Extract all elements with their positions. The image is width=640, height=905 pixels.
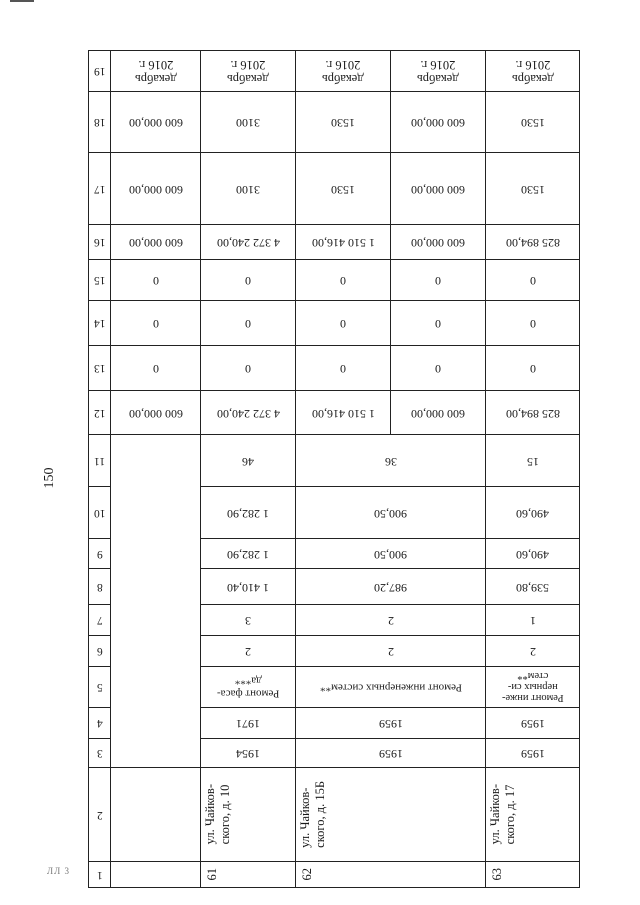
row-61-col-9: 1 282,90 (200, 538, 296, 569)
row-63-col-4: 1959 (485, 707, 580, 739)
row-62b-col-19: декабрь 2016 г. (390, 50, 486, 92)
row-62b-col-16: 600 000,00 (390, 224, 486, 260)
row-62a-col-17: 1530 (295, 152, 391, 225)
row-63-col-10: 490,60 (485, 486, 580, 539)
row-62a-col-18: 1530 (295, 91, 391, 153)
row-63-col-12: 825 894,00 (485, 390, 580, 435)
prev-row-col-13: 0 (110, 345, 201, 391)
row-61-address: ул. Чайков- ского, д. 10 (200, 767, 296, 862)
row-62-col-10: 900,50 (295, 486, 486, 539)
prev-row-col-16: 600 000,00 (110, 224, 201, 260)
prev-row-col-14: 0 (110, 300, 201, 346)
header-col-13: 13 (88, 345, 111, 391)
prev-row-col-12: 600 000,00 (110, 390, 201, 435)
row-63-col-19: декабрь 2016 г. (485, 50, 580, 92)
row-62-col-4: 1959 (295, 707, 486, 739)
row-62-col-3: 1959 (295, 738, 486, 768)
row-63-col-9: 490,60 (485, 538, 580, 569)
row-61-col-8: 1 410,40 (200, 568, 296, 605)
prev-row-col-18: 600 000,00 (110, 91, 201, 153)
prev-row-col-19: декабрь 2016 г. (110, 50, 201, 92)
header-col-11: 11 (88, 434, 111, 487)
prev-row-col-1 (110, 861, 201, 888)
header-col-8: 8 (88, 568, 111, 605)
row-62a-col-16: 1 510 416,00 (295, 224, 391, 260)
header-col-4: 4 (88, 707, 111, 739)
row-63-number: 63 (485, 861, 580, 888)
row-62-address: ул. Чайков- ского, д. 15Б (295, 767, 486, 862)
header-col-10: 10 (88, 486, 111, 539)
row-63-col-8: 539,80 (485, 568, 580, 605)
prev-row-col-15: 0 (110, 259, 201, 301)
row-62b-col-17: 600 000,00 (390, 152, 486, 225)
row-62-col-5-work-type: Ремонт инженерных систем** (295, 666, 486, 708)
row-61-col-10: 1 282,90 (200, 486, 296, 539)
row-61-col-16: 4 372 240,00 (200, 224, 296, 260)
row-61-col-15: 0 (200, 259, 296, 301)
row-62b-col-12: 600 000,00 (390, 390, 486, 435)
row-61-col-5-work-type: Ремонт фаса- да*** (200, 666, 296, 708)
row-61-col-6: 2 (200, 635, 296, 667)
page-number: 150 (42, 467, 57, 489)
header-col-16: 16 (88, 224, 111, 260)
row-62-col-7: 2 (295, 604, 486, 636)
header-col-5: 5 (88, 666, 111, 708)
row-62a-col-13: 0 (295, 345, 391, 391)
row-63-col-6: 2 (485, 635, 580, 667)
row-63-col-14: 0 (485, 300, 580, 346)
row-61-col-11: 46 (200, 434, 296, 487)
row-62a-col-14: 0 (295, 300, 391, 346)
row-62b-col-14: 0 (390, 300, 486, 346)
row-61-col-4: 1971 (200, 707, 296, 739)
prev-row-empty-block (110, 434, 201, 768)
header-col-17: 17 (88, 152, 111, 225)
row-62-col-8: 987,20 (295, 568, 486, 605)
header-col-2: 2 (88, 767, 111, 862)
row-63-col-11: 15 (485, 434, 580, 487)
header-col-19: 19 (88, 50, 111, 92)
row-61-col-13: 0 (200, 345, 296, 391)
row-63-col-5-work-type: Ремонт инже- нерных си- стем** (485, 666, 580, 708)
row-62b-col-15: 0 (390, 259, 486, 301)
row-62a-col-19: декабрь 2016 г. (295, 50, 391, 92)
row-61-col-7: 3 (200, 604, 296, 636)
row-61-col-12: 4 372 240,00 (200, 390, 296, 435)
header-col-14: 14 (88, 300, 111, 346)
row-61-number: 61 (200, 861, 296, 888)
header-col-1: 1 (88, 861, 111, 888)
prev-row-col-2 (110, 767, 201, 862)
row-63-address: ул. Чайков- ского, д. 17 (485, 767, 580, 862)
row-63-col-15: 0 (485, 259, 580, 301)
row-63-col-17: 1530 (485, 152, 580, 225)
row-61-col-14: 0 (200, 300, 296, 346)
header-col-7: 7 (88, 604, 111, 636)
row-62-col-11: 36 (295, 434, 486, 487)
row-63-col-16: 825 894,00 (485, 224, 580, 260)
row-61-col-3: 1954 (200, 738, 296, 768)
row-62a-col-12: 1 510 416,00 (295, 390, 391, 435)
row-62-col-6: 2 (295, 635, 486, 667)
header-col-15: 15 (88, 259, 111, 301)
header-col-3: 3 (88, 738, 111, 768)
row-62b-col-18: 600 000,00 (390, 91, 486, 153)
row-63-col-7: 1 (485, 604, 580, 636)
row-62a-col-15: 0 (295, 259, 391, 301)
row-63-col-13: 0 (485, 345, 580, 391)
row-61-col-18: 3100 (200, 91, 296, 153)
row-62-number: 62 (295, 861, 486, 888)
prev-row-col-17: 600 000,00 (110, 152, 201, 225)
row-62-col-9: 900,50 (295, 538, 486, 569)
row-61-col-19: декабрь 2016 г. (200, 50, 296, 92)
header-col-12: 12 (88, 390, 111, 435)
row-62b-col-13: 0 (390, 345, 486, 391)
row-63-col-18: 1530 (485, 91, 580, 153)
header-col-18: 18 (88, 91, 111, 153)
row-63-col-3: 1959 (485, 738, 580, 768)
header-col-6: 6 (88, 635, 111, 667)
scan-footer-mark: ЛЛ 3 (47, 866, 70, 876)
header-col-9: 9 (88, 538, 111, 569)
row-61-col-17: 3100 (200, 152, 296, 225)
